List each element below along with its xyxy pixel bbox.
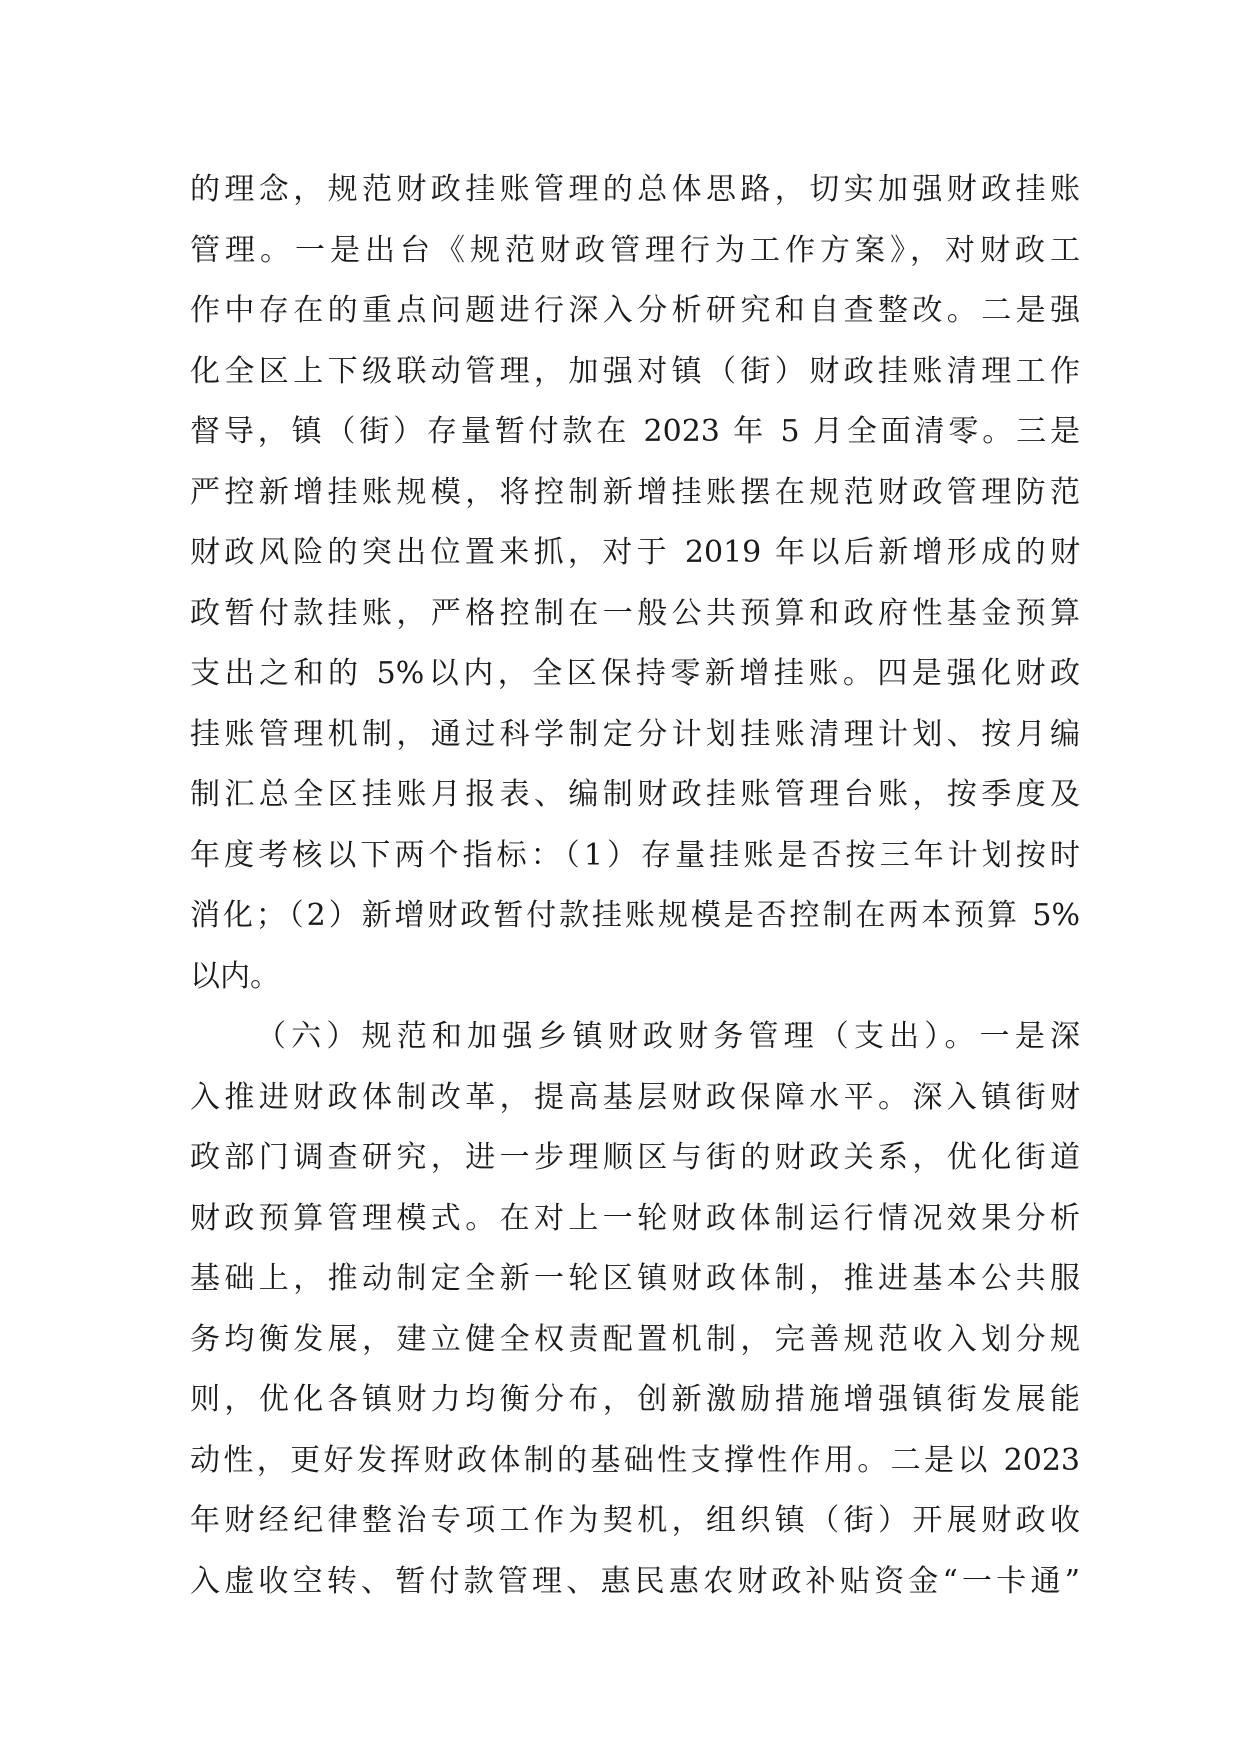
text-line: 化全区上下级联动管理，加强对镇（街）财政挂账清理工作 bbox=[190, 353, 1080, 389]
text-line: 支出之和的 5%以内，全区保持零新增挂账。四是强化财政 bbox=[190, 656, 1080, 691]
text-line: 年财经纪律整治专项工作为契机，组织镇（街）开展财政收 bbox=[190, 1503, 1080, 1538]
text-line: 务均衡发展，建立健全权责配置机制，完善规范收入划分规 bbox=[190, 1321, 1080, 1357]
text-line: 动性，更好发挥财政体制的基础性支撑性作用。二是以 2023 bbox=[190, 1442, 1080, 1478]
text-line: （六）规范和加强乡镇财政财务管理（支出）。一是深 bbox=[256, 1019, 1080, 1054]
text-line: 消化；（2）新增财政暂付款挂账规模是否控制在两本预算 5% bbox=[190, 898, 1080, 933]
text-line: 年度考核以下两个指标：（1）存量挂账是否按三年计划按时 bbox=[190, 837, 1080, 873]
text-line: 挂账管理机制，通过科学制定分计划挂账清理计划、按月编 bbox=[190, 716, 1080, 752]
text-line: 以内。 bbox=[190, 958, 280, 994]
document-body bbox=[190, 160, 1080, 1612]
text-line: 制汇总全区挂账月报表、编制财政挂账管理台账，按季度及 bbox=[190, 777, 1080, 812]
text-line: 的理念，规范财政挂账管理的总体思路，切实加强财政挂账 bbox=[190, 172, 1080, 207]
paragraph-1 bbox=[190, 160, 1080, 1007]
text-line: 政暂付款挂账，严格控制在一般公共预算和政府性基金预算 bbox=[190, 595, 1080, 631]
text-line: 作中存在的重点问题进行深入分析研究和自查整改。二是强 bbox=[190, 293, 1080, 328]
text-line: 入推进财政体制改革，提高基层财政保障水平。深入镇街财 bbox=[190, 1079, 1080, 1115]
text-line: 财政预算管理模式。在对上一轮财政体制运行情况效果分析 bbox=[190, 1200, 1080, 1236]
text-line: 财政风险的突出位置来抓，对于 2019 年以后新增形成的财 bbox=[190, 535, 1080, 570]
text-line: 严控新增挂账规模，将控制新增挂账摆在规范财政管理防范 bbox=[190, 474, 1080, 510]
text-line: 基础上，推动制定全新一轮区镇财政体制，推进基本公共服 bbox=[190, 1261, 1080, 1296]
text-line: 入虚收空转、暂付款管理、惠民惠农财政补贴资金“一卡通” bbox=[190, 1563, 1080, 1599]
paragraph-2 bbox=[190, 1007, 1080, 1612]
text-line: 政部门调查研究，进一步理顺区与街的财政关系，优化街道 bbox=[190, 1140, 1080, 1175]
text-line: 则，优化各镇财力均衡分布，创新激励措施增强镇街发展能 bbox=[190, 1382, 1080, 1417]
text-line: 督导，镇（街）存量暂付款在 2023 年 5 月全面清零。三是 bbox=[190, 414, 1080, 449]
text-line: 管理。一是出台《规范财政管理行为工作方案》，对财政工 bbox=[190, 232, 1080, 268]
